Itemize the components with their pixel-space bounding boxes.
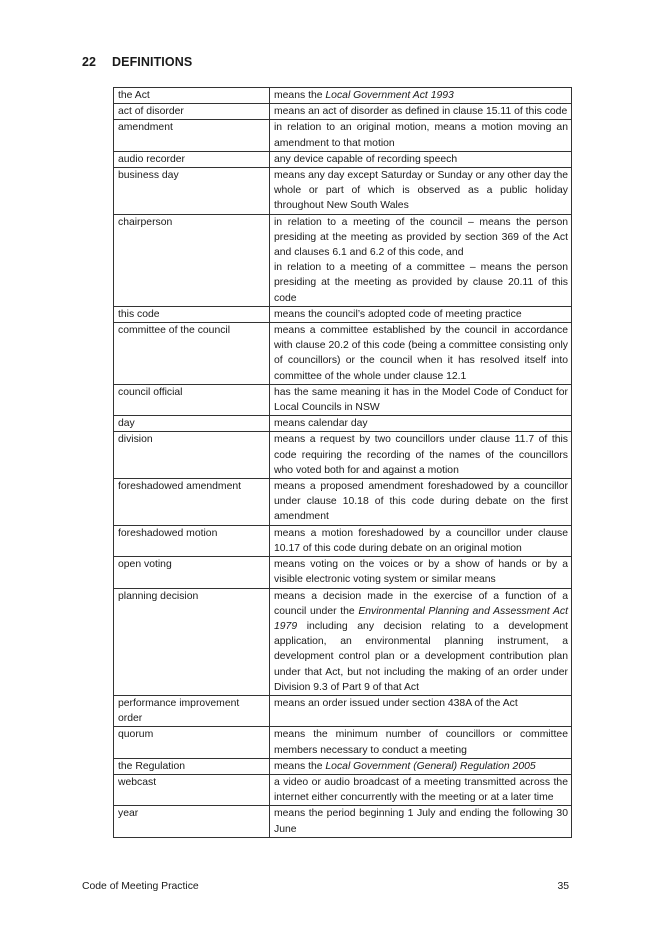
- section-heading: [82, 55, 192, 69]
- definition-term: year: [114, 806, 270, 837]
- meaning-text: in relation to an original motion, means a motion moving an amendment to that motion: [274, 122, 568, 149]
- definition-row: [114, 806, 572, 837]
- definition-meaning-paragraph: [274, 307, 568, 322]
- legislation-title: Local Government (General) Regulation 2005: [325, 760, 536, 772]
- definition-meaning-paragraph: [274, 168, 568, 214]
- definition-term: act of disorder: [114, 104, 270, 120]
- definition-term: open voting: [114, 557, 270, 588]
- definition-meaning: [270, 416, 572, 432]
- definition-meaning: [270, 695, 572, 726]
- definition-meaning: [270, 758, 572, 774]
- meaning-text: means a request by two councillors under clause 11.7 of this code requiring the recording of the names of the councillors who voted both for and against a motion: [274, 434, 568, 476]
- definition-meaning: [270, 774, 572, 805]
- meaning-text: means a decision made in the exercise of a function of a council under the: [274, 590, 568, 617]
- definition-row: [114, 432, 572, 479]
- definition-row: [114, 758, 572, 774]
- definition-row: [114, 695, 572, 726]
- definition-meaning: [270, 168, 572, 215]
- meaning-text: including any decision relating to a development application, an environmental planning instrument, a development control plan or a development contribution plan under that Act, but not including the making of an order under Division 9.3 of Part 9 of that Act: [274, 620, 568, 693]
- meaning-text: means a committee established by the council in accordance with clause 20.2 of this code (being a committee consisting only of councillors) or the council when it has resolved itself into committee of the whole under clause 12.1: [274, 325, 568, 382]
- definition-term: the Act: [114, 88, 270, 104]
- definition-term: quorum: [114, 727, 270, 758]
- definition-meaning-paragraph: [274, 432, 568, 478]
- definition-term: business day: [114, 168, 270, 215]
- definitions-table: [113, 87, 572, 838]
- definition-meaning-paragraph: [274, 526, 568, 556]
- meaning-text: means an act of disorder as defined in clause 15.11 of this code: [274, 106, 568, 118]
- meaning-text: means a motion foreshadowed by a councillor under clause 10.17 of this code during debate on an original motion: [274, 527, 568, 554]
- definition-term: planning decision: [114, 588, 270, 695]
- definition-meaning: [270, 806, 572, 837]
- footer-document-title: Code of Meeting Practice: [82, 881, 199, 892]
- definition-row: [114, 557, 572, 588]
- definition-row: [114, 151, 572, 167]
- definitions-table-body: [114, 88, 572, 838]
- definition-meaning: [270, 479, 572, 526]
- definition-row: [114, 588, 572, 695]
- definition-row: [114, 727, 572, 758]
- definition-meaning-paragraph: [274, 323, 568, 384]
- definition-meaning-paragraph: [274, 589, 568, 695]
- meaning-text: means the minimum number of councillors or committee members necessary to conduct a meeting: [274, 729, 568, 756]
- meaning-text: means any day except Saturday or Sunday or any other day the whole or part of which is observed as a public holiday throughout New South Wales: [274, 170, 569, 212]
- definition-row: [114, 416, 572, 432]
- definition-term: foreshadowed amendment: [114, 479, 270, 526]
- definition-meaning-paragraph: [274, 806, 568, 836]
- definition-meaning: [270, 104, 572, 120]
- definition-meaning-paragraph: [274, 260, 568, 306]
- definition-row: [114, 104, 572, 120]
- definition-meaning: [270, 151, 572, 167]
- definition-meaning-paragraph: [274, 727, 568, 757]
- definition-term: audio recorder: [114, 151, 270, 167]
- definition-meaning: [270, 88, 572, 104]
- meaning-text: means the: [274, 90, 326, 101]
- definition-term: day: [114, 416, 270, 432]
- definition-row: [114, 323, 572, 385]
- definition-meaning-paragraph: [274, 152, 568, 167]
- meaning-text: means the: [274, 760, 326, 772]
- meaning-text: means the period beginning 1 July and ending the following 30 June: [274, 808, 568, 835]
- definition-row: [114, 384, 572, 415]
- legislation-title: Environmental Planning and Assessment Act 1979: [274, 605, 568, 632]
- meaning-text: means calendar day: [274, 418, 368, 430]
- definition-meaning-paragraph: [274, 759, 568, 774]
- definition-term: division: [114, 432, 270, 479]
- meaning-text: a video or audio broadcast of a meeting transmitted across the internet either concurrently with the meeting or at a later time: [274, 776, 568, 804]
- definition-term: performance improvement order: [114, 695, 270, 726]
- definition-meaning-paragraph: [274, 416, 568, 431]
- definition-term: the Regulation: [114, 758, 270, 774]
- definition-meaning: [270, 306, 572, 322]
- definition-row: [114, 214, 572, 306]
- definition-meaning: [270, 557, 572, 588]
- definition-row: [114, 525, 572, 556]
- definition-meaning-paragraph: [274, 557, 568, 587]
- definition-meaning-paragraph: [274, 88, 568, 103]
- definition-meaning-paragraph: [274, 479, 568, 525]
- definition-meaning: [270, 588, 572, 695]
- definition-meaning: [270, 525, 572, 556]
- definition-term: webcast: [114, 774, 270, 805]
- definition-row: [114, 120, 572, 151]
- definition-term: council official: [114, 384, 270, 415]
- definition-meaning-paragraph: [274, 104, 568, 119]
- meaning-text: in relation to a meeting of a committee – means the person presiding at the meeting as provided by clause 20.11 of this code: [274, 262, 568, 304]
- meaning-text: in relation to a meeting of the council – means the person presiding at the meeting as provided by section 369 of the Act and clauses 6.1 and 6.2 of this code, and: [274, 216, 568, 259]
- definition-term: foreshadowed motion: [114, 525, 270, 556]
- definition-row: [114, 774, 572, 805]
- definition-term: this code: [114, 306, 270, 322]
- meaning-text: means voting on the voices or by a show of hands or by a visible electronic voting system or similar means: [274, 559, 568, 586]
- definition-row: [114, 168, 572, 215]
- definition-meaning-paragraph: [274, 215, 568, 261]
- section-number: 22: [82, 55, 97, 69]
- meaning-text: means the council’s adopted code of meeting practice: [274, 308, 522, 320]
- meaning-text: has the same meaning it has in the Model Code of Conduct for Local Councils in NSW: [274, 386, 568, 414]
- definition-meaning: [270, 727, 572, 758]
- footer-page-number: 35: [557, 881, 569, 892]
- definition-row: [114, 306, 572, 322]
- definition-meaning: [270, 432, 572, 479]
- definition-term: chairperson: [114, 214, 270, 306]
- meaning-text: means a proposed amendment foreshadowed by a councillor under clause 10.18 of this code during debate on the first amendment: [274, 481, 568, 523]
- definition-meaning: [270, 120, 572, 151]
- definition-term: committee of the council: [114, 323, 270, 385]
- meaning-text: means an order issued under section 438A of the Act: [274, 697, 518, 709]
- section-title: DEFINITIONS: [112, 55, 193, 69]
- legislation-title: Local Government Act 1993: [325, 90, 454, 101]
- definition-meaning-paragraph: [274, 120, 568, 150]
- definition-meaning: [270, 214, 572, 306]
- definition-meaning-paragraph: [274, 385, 568, 415]
- definition-meaning-paragraph: [274, 696, 568, 711]
- definition-meaning-paragraph: [274, 775, 568, 805]
- definition-meaning: [270, 323, 572, 385]
- definition-meaning: [270, 384, 572, 415]
- meaning-text: any device capable of recording speech: [274, 153, 458, 165]
- definition-term: amendment: [114, 120, 270, 151]
- definition-row: [114, 479, 572, 526]
- definition-row: [114, 88, 572, 104]
